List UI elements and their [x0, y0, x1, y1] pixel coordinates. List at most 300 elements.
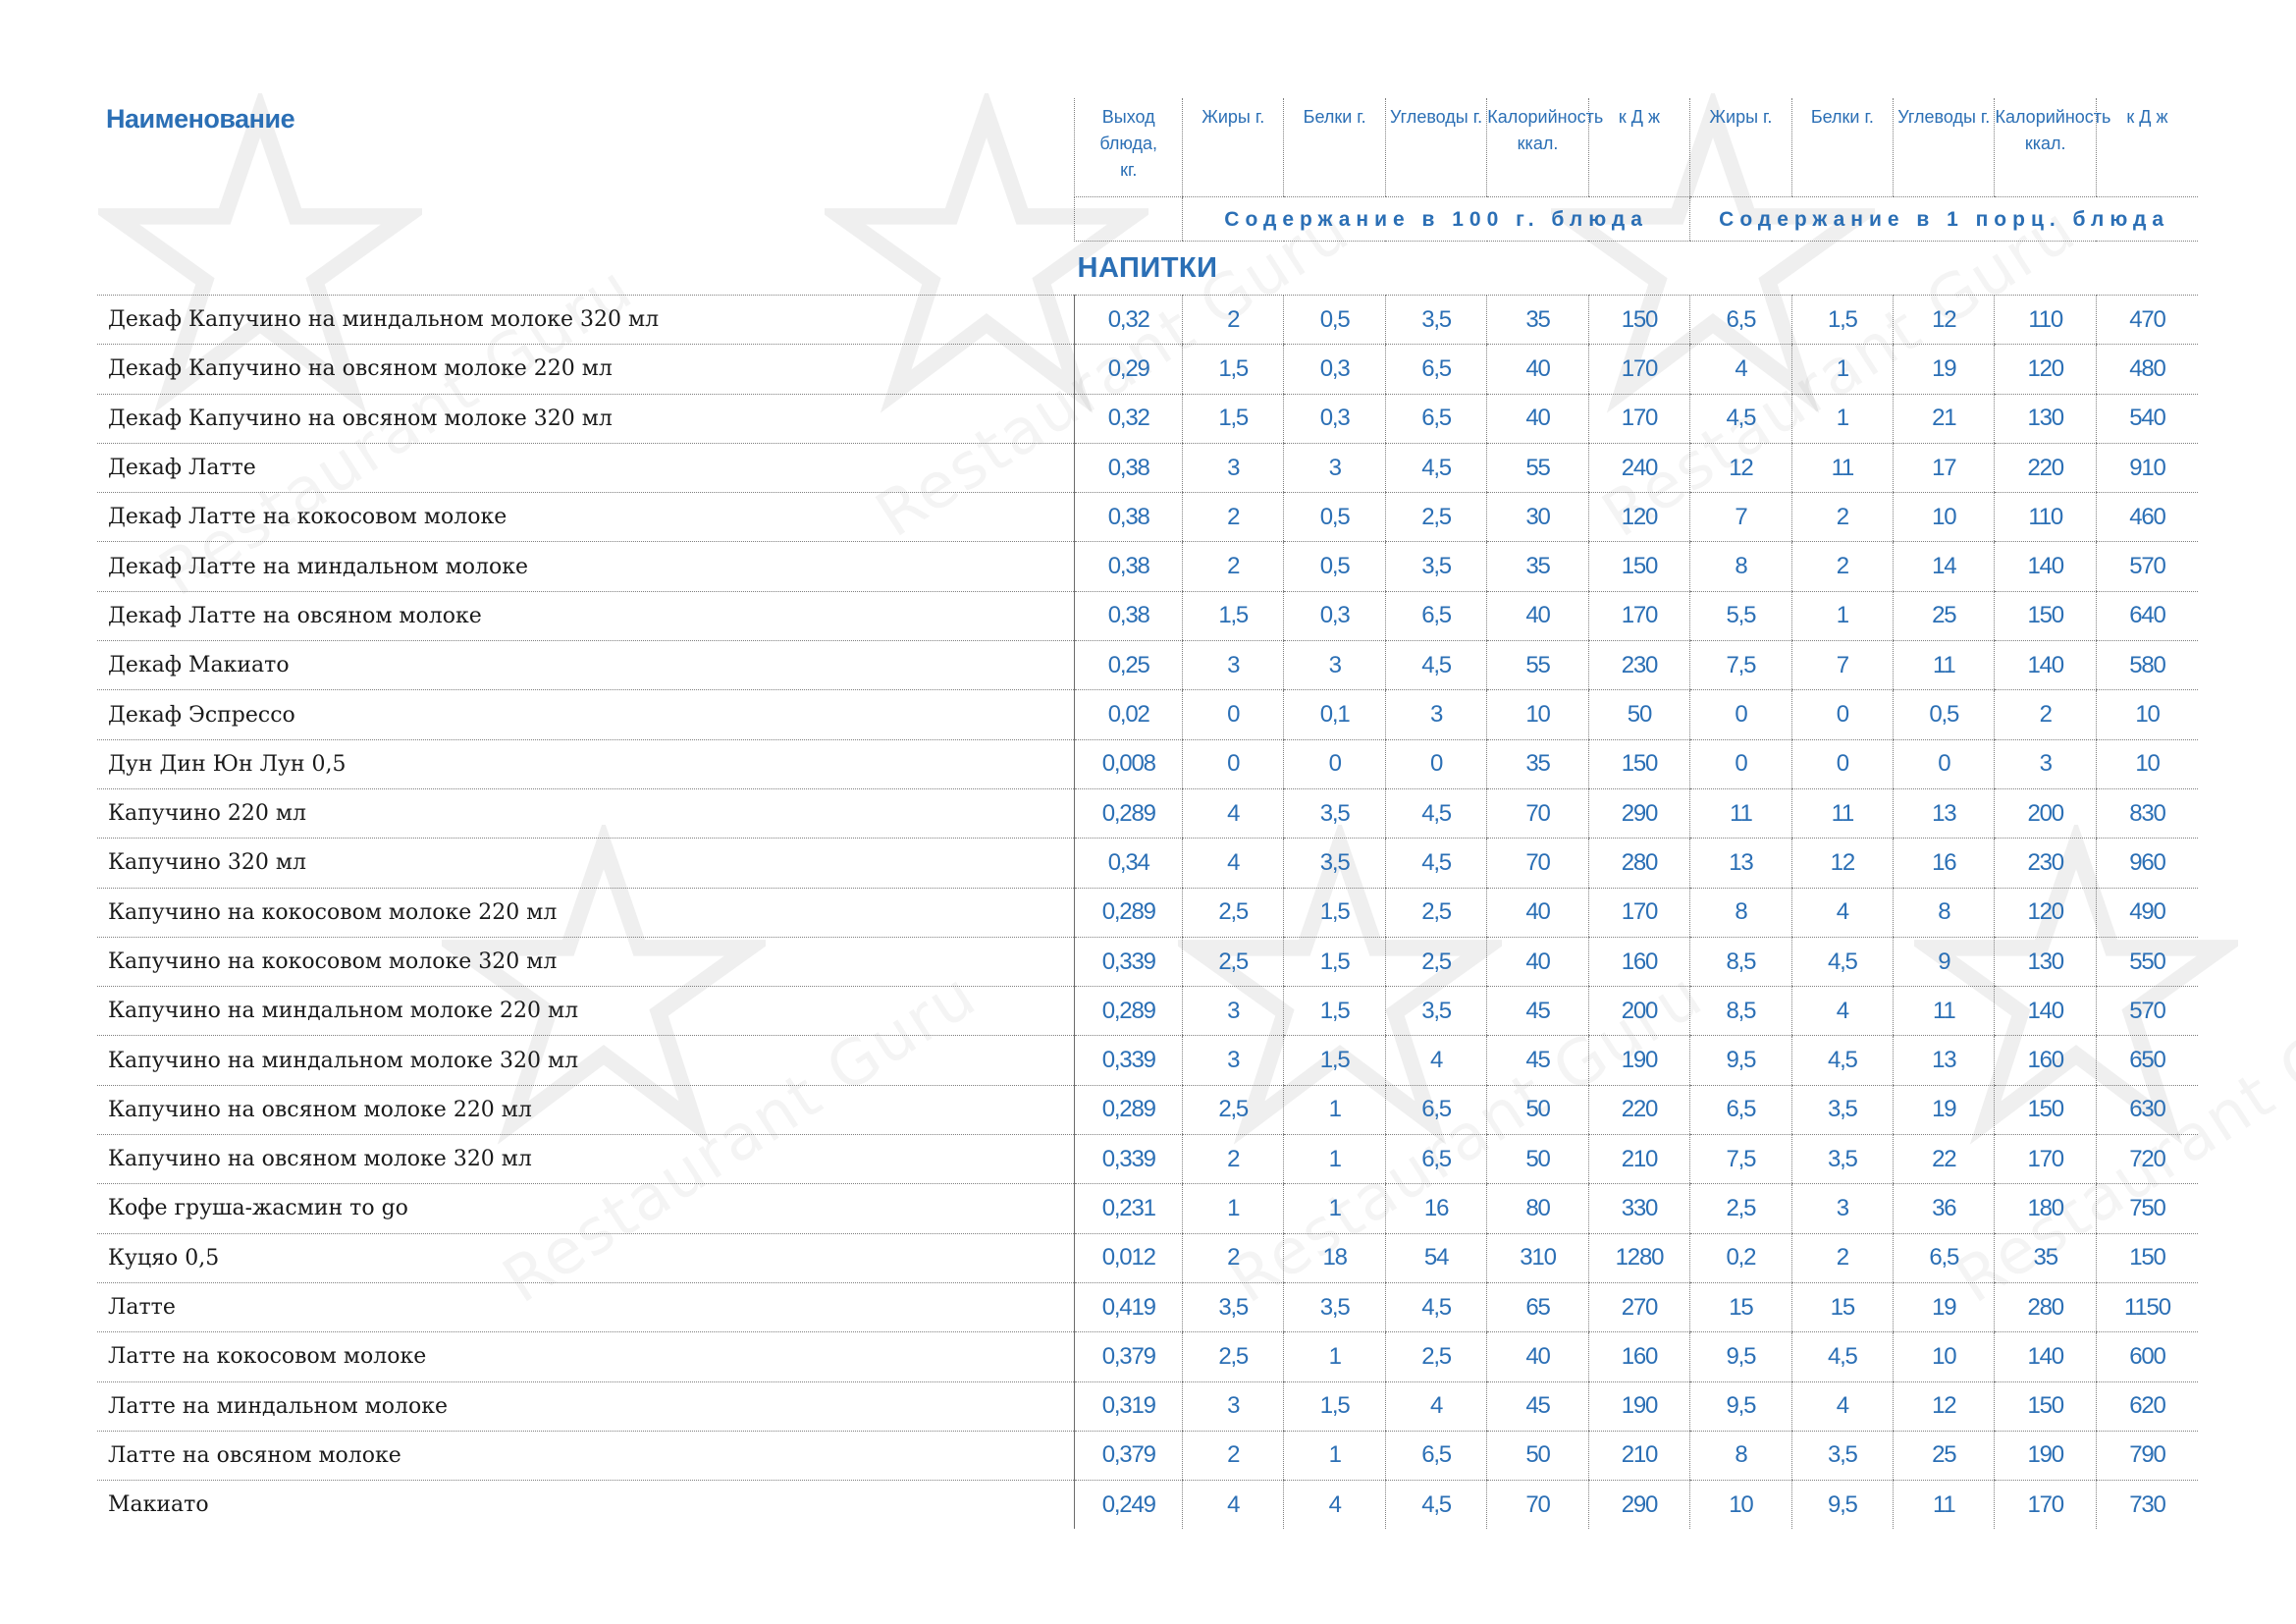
cell-kj-portion: 790: [2096, 1431, 2198, 1480]
cell-kcal-100: 40: [1487, 937, 1588, 986]
cell-kj-portion: 550: [2096, 937, 2198, 986]
cell-kj-100: 160: [1588, 1332, 1689, 1381]
cell-fat-portion: 8: [1690, 888, 1791, 937]
cell-fat-100: 2,5: [1182, 1332, 1283, 1381]
cell-name: Декаф Капучино на овсяном молоке 220 мл: [97, 345, 1075, 394]
cell-fat-100: 2,5: [1182, 888, 1283, 937]
cell-carbs-100: 4,5: [1385, 1481, 1486, 1530]
cell-kcal-portion: 180: [1995, 1184, 2096, 1233]
cell-protein-100: 1,5: [1284, 987, 1385, 1036]
cell-kj-portion: 720: [2096, 1135, 2198, 1184]
cell-kcal-100: 80: [1487, 1184, 1588, 1233]
cell-yield: 0,289: [1075, 1085, 1183, 1134]
cell-kcal-portion: 110: [1995, 296, 2096, 345]
cell-kj-portion: 10: [2096, 690, 2198, 739]
cell-fat-100: 3: [1182, 987, 1283, 1036]
cell-protein-100: 3,5: [1284, 788, 1385, 838]
cell-protein-100: 0,1: [1284, 690, 1385, 739]
cell-fat-portion: 12: [1690, 443, 1791, 492]
cell-fat-100: 1,5: [1182, 591, 1283, 640]
cell-protein-portion: 15: [1791, 1282, 1893, 1331]
cell-kj-100: 290: [1588, 788, 1689, 838]
cell-name: Декаф Эспрессо: [97, 690, 1075, 739]
cell-kj-100: 150: [1588, 739, 1689, 788]
cell-carbs-100: 6,5: [1385, 1135, 1486, 1184]
cell-carbs-100: 2,5: [1385, 1332, 1486, 1381]
cell-carbs-100: 3: [1385, 690, 1486, 739]
cell-fat-100: 3: [1182, 443, 1283, 492]
cell-carbs-100: 6,5: [1385, 1085, 1486, 1134]
cell-protein-portion: 3: [1791, 1184, 1893, 1233]
cell-yield: 0,02: [1075, 690, 1183, 739]
cell-fat-portion: 13: [1690, 839, 1791, 888]
cell-kcal-portion: 220: [1995, 443, 2096, 492]
cell-fat-portion: 0,2: [1690, 1233, 1791, 1282]
cell-carbs-100: 2,5: [1385, 937, 1486, 986]
cell-protein-portion: 1: [1791, 345, 1893, 394]
cell-carbs-100: 16: [1385, 1184, 1486, 1233]
cell-protein-portion: 1: [1791, 394, 1893, 443]
header-name: Наименование: [106, 104, 295, 134]
cell-yield: 0,38: [1075, 542, 1183, 591]
header-kj-portion: к Д ж: [2096, 98, 2198, 197]
nutrition-table: [97, 98, 2198, 1529]
cell-kcal-100: 35: [1487, 542, 1588, 591]
cell-protein-portion: 3,5: [1791, 1135, 1893, 1184]
cell-kcal-portion: 35: [1995, 1233, 2096, 1282]
cell-carbs-portion: 16: [1894, 839, 1995, 888]
section-row: [97, 242, 2198, 296]
cell-fat-100: 0: [1182, 739, 1283, 788]
cell-kj-portion: 490: [2096, 888, 2198, 937]
cell-yield: 0,38: [1075, 591, 1183, 640]
cell-kcal-portion: 140: [1995, 987, 2096, 1036]
cell-name: Капучино на миндальном молоке 220 мл: [97, 987, 1075, 1036]
cell-fat-portion: 2,5: [1690, 1184, 1791, 1233]
cell-kcal-100: 55: [1487, 641, 1588, 690]
cell-kcal-100: 50: [1487, 1135, 1588, 1184]
cell-yield: 0,38: [1075, 443, 1183, 492]
cell-kcal-portion: 140: [1995, 1332, 2096, 1381]
cell-carbs-100: 3,5: [1385, 987, 1486, 1036]
cell-kj-100: 170: [1588, 394, 1689, 443]
cell-carbs-100: 4: [1385, 1036, 1486, 1085]
cell-protein-100: 1,5: [1284, 888, 1385, 937]
cell-protein-100: 1: [1284, 1135, 1385, 1184]
cell-protein-100: 0,3: [1284, 394, 1385, 443]
cell-kcal-portion: 2: [1995, 690, 2096, 739]
header-kj-100: к Д ж: [1588, 98, 1689, 197]
cell-carbs-100: 4,5: [1385, 788, 1486, 838]
cell-yield: 0,289: [1075, 788, 1183, 838]
cell-protein-100: 3,5: [1284, 839, 1385, 888]
cell-name: Латте на кокосовом молоке: [97, 1332, 1075, 1381]
cell-carbs-portion: 12: [1894, 296, 1995, 345]
cell-name: Капучино на миндальном молоке 320 мл: [97, 1036, 1075, 1085]
header-kcal-100: Калорийность ккал.: [1487, 98, 1588, 197]
nutrition-sheet: [97, 98, 2198, 1529]
table-row: [97, 1282, 2198, 1331]
cell-kcal-100: 40: [1487, 1332, 1588, 1381]
cell-kj-portion: 650: [2096, 1036, 2198, 1085]
cell-carbs-portion: 11: [1894, 987, 1995, 1036]
table-row: [97, 591, 2198, 640]
cell-kj-portion: 910: [2096, 443, 2198, 492]
table-row: [97, 888, 2198, 937]
cell-kj-100: 120: [1588, 493, 1689, 542]
cell-yield: 0,34: [1075, 839, 1183, 888]
cell-carbs-portion: 13: [1894, 788, 1995, 838]
cell-kcal-100: 70: [1487, 788, 1588, 838]
cell-protein-portion: 4: [1791, 987, 1893, 1036]
cell-protein-100: 4: [1284, 1481, 1385, 1530]
cell-kj-100: 230: [1588, 641, 1689, 690]
cell-carbs-portion: 8: [1894, 888, 1995, 937]
cell-yield: 0,419: [1075, 1282, 1183, 1331]
cell-carbs-100: 4,5: [1385, 1282, 1486, 1331]
cell-kj-portion: 960: [2096, 839, 2198, 888]
cell-kcal-100: 35: [1487, 296, 1588, 345]
cell-carbs-portion: 6,5: [1894, 1233, 1995, 1282]
cell-protein-100: 18: [1284, 1233, 1385, 1282]
cell-protein-portion: 2: [1791, 1233, 1893, 1282]
cell-kj-portion: 10: [2096, 739, 2198, 788]
cell-carbs-100: 0: [1385, 739, 1486, 788]
cell-carbs-portion: 19: [1894, 345, 1995, 394]
cell-protein-portion: 2: [1791, 542, 1893, 591]
cell-yield: 0,32: [1075, 394, 1183, 443]
table-row: [97, 493, 2198, 542]
cell-fat-portion: 10: [1690, 1481, 1791, 1530]
table-row: [97, 1381, 2198, 1431]
cell-kcal-portion: 120: [1995, 888, 2096, 937]
table-row: [97, 542, 2198, 591]
cell-name: Латте на миндальном молоке: [97, 1381, 1075, 1431]
cell-name: Капучино на кокосовом молоке 320 мл: [97, 937, 1075, 986]
cell-kcal-portion: 190: [1995, 1431, 2096, 1480]
cell-carbs-portion: 25: [1894, 1431, 1995, 1480]
cell-kj-portion: 730: [2096, 1481, 2198, 1530]
cell-carbs-100: 3,5: [1385, 542, 1486, 591]
cell-kj-100: 150: [1588, 542, 1689, 591]
cell-kcal-portion: 150: [1995, 1381, 2096, 1431]
cell-carbs-100: 4,5: [1385, 641, 1486, 690]
cell-kcal-100: 40: [1487, 394, 1588, 443]
cell-protein-portion: 3,5: [1791, 1431, 1893, 1480]
cell-kcal-portion: 3: [1995, 739, 2096, 788]
cell-yield: 0,29: [1075, 345, 1183, 394]
table-row: [97, 345, 2198, 394]
table-row: [97, 1184, 2198, 1233]
header-group-portion: Содержание в 1 порц. блюда: [1690, 197, 2198, 242]
cell-yield: 0,339: [1075, 1135, 1183, 1184]
cell-name: Дун Дин Юн Лун 0,5: [97, 739, 1075, 788]
header-protein-100: Белки г.: [1284, 98, 1385, 197]
cell-kcal-100: 70: [1487, 839, 1588, 888]
cell-carbs-100: 6,5: [1385, 345, 1486, 394]
cell-carbs-portion: 10: [1894, 493, 1995, 542]
cell-kj-100: 210: [1588, 1135, 1689, 1184]
cell-carbs-portion: 21: [1894, 394, 1995, 443]
cell-kj-portion: 630: [2096, 1085, 2198, 1134]
cell-name: Декаф Латте: [97, 443, 1075, 492]
header-fat-portion: Жиры г.: [1690, 98, 1791, 197]
cell-kj-100: 200: [1588, 987, 1689, 1036]
cell-name: Декаф Макиато: [97, 641, 1075, 690]
cell-fat-100: 3,5: [1182, 1282, 1283, 1331]
cell-fat-portion: 0: [1690, 690, 1791, 739]
cell-kcal-100: 45: [1487, 1381, 1588, 1431]
cell-kcal-100: 70: [1487, 1481, 1588, 1530]
cell-carbs-portion: 0: [1894, 739, 1995, 788]
cell-protein-portion: 4,5: [1791, 1332, 1893, 1381]
cell-kcal-100: 50: [1487, 1431, 1588, 1480]
cell-carbs-portion: 19: [1894, 1282, 1995, 1331]
cell-carbs-portion: 19: [1894, 1085, 1995, 1134]
table-row: [97, 1481, 2198, 1530]
cell-name: Куцяо 0,5: [97, 1233, 1075, 1282]
cell-kj-100: 170: [1588, 888, 1689, 937]
cell-kj-portion: 620: [2096, 1381, 2198, 1431]
cell-protein-100: 1,5: [1284, 1036, 1385, 1085]
header-carbs-portion: Углеводы г.: [1894, 98, 1995, 197]
table-row: [97, 394, 2198, 443]
cell-protein-portion: 4,5: [1791, 937, 1893, 986]
cell-kj-portion: 830: [2096, 788, 2198, 838]
table-row: [97, 1036, 2198, 1085]
cell-kj-portion: 750: [2096, 1184, 2198, 1233]
cell-carbs-100: 4,5: [1385, 443, 1486, 492]
cell-name: Капучино на овсяном молоке 220 мл: [97, 1085, 1075, 1134]
cell-fat-100: 2,5: [1182, 937, 1283, 986]
cell-protein-100: 1,5: [1284, 937, 1385, 986]
header-row: [97, 98, 2198, 197]
cell-kcal-portion: 110: [1995, 493, 2096, 542]
cell-carbs-portion: 13: [1894, 1036, 1995, 1085]
cell-protein-100: 1: [1284, 1332, 1385, 1381]
cell-name: Латте: [97, 1282, 1075, 1331]
cell-yield: 0,38: [1075, 493, 1183, 542]
cell-carbs-100: 3,5: [1385, 296, 1486, 345]
cell-protein-100: 0,5: [1284, 542, 1385, 591]
cell-kcal-100: 40: [1487, 591, 1588, 640]
cell-fat-100: 2: [1182, 1431, 1283, 1480]
cell-carbs-portion: 25: [1894, 591, 1995, 640]
cell-carbs-portion: 10: [1894, 1332, 1995, 1381]
cell-name: Декаф Латте на миндальном молоке: [97, 542, 1075, 591]
header-carbs-100: Углеводы г.: [1385, 98, 1486, 197]
cell-kcal-portion: 140: [1995, 641, 2096, 690]
cell-fat-portion: 7,5: [1690, 1135, 1791, 1184]
cell-yield: 0,32: [1075, 296, 1183, 345]
cell-fat-100: 4: [1182, 839, 1283, 888]
cell-name: Капучино 220 мл: [97, 788, 1075, 838]
cell-kj-100: 190: [1588, 1036, 1689, 1085]
cell-kj-100: 270: [1588, 1282, 1689, 1331]
cell-protein-portion: 3,5: [1791, 1085, 1893, 1134]
cell-yield: 0,379: [1075, 1431, 1183, 1480]
cell-protein-100: 1,5: [1284, 1381, 1385, 1431]
cell-kj-100: 280: [1588, 839, 1689, 888]
cell-protein-100: 3: [1284, 641, 1385, 690]
cell-kcal-portion: 150: [1995, 1085, 2096, 1134]
cell-kcal-portion: 150: [1995, 591, 2096, 640]
cell-kcal-portion: 130: [1995, 937, 2096, 986]
cell-fat-portion: 7: [1690, 493, 1791, 542]
cell-carbs-100: 54: [1385, 1233, 1486, 1282]
cell-fat-portion: 7,5: [1690, 641, 1791, 690]
cell-kcal-portion: 280: [1995, 1282, 2096, 1331]
cell-kj-portion: 640: [2096, 591, 2198, 640]
cell-protein-100: 0,5: [1284, 296, 1385, 345]
cell-fat-portion: 8: [1690, 542, 1791, 591]
cell-kcal-portion: 120: [1995, 345, 2096, 394]
cell-protein-100: 1: [1284, 1085, 1385, 1134]
cell-name: Макиато: [108, 1492, 209, 1518]
cell-protein-portion: 11: [1791, 443, 1893, 492]
cell-protein-100: 1: [1284, 1184, 1385, 1233]
cell-kj-portion: 580: [2096, 641, 2198, 690]
cell-kcal-100: 35: [1487, 739, 1588, 788]
cell-protein-100: 0,3: [1284, 591, 1385, 640]
cell-carbs-portion: 17: [1894, 443, 1995, 492]
cell-kj-100: 240: [1588, 443, 1689, 492]
cell-yield: 0,249: [1075, 1481, 1183, 1530]
section-title: НАПИТКИ: [97, 242, 2198, 296]
table-row: [97, 1135, 2198, 1184]
cell-fat-portion: 8,5: [1690, 937, 1791, 986]
cell-yield: 0,008: [1075, 739, 1183, 788]
table-row: [97, 987, 2198, 1036]
cell-kj-100: 330: [1588, 1184, 1689, 1233]
cell-kj-portion: 570: [2096, 987, 2198, 1036]
cell-protein-portion: 4: [1791, 1381, 1893, 1431]
cell-fat-portion: 8,5: [1690, 987, 1791, 1036]
cell-carbs-100: 4,5: [1385, 839, 1486, 888]
header-group-100: Содержание в 100 г. блюда: [1182, 197, 1689, 242]
cell-name: Декаф Капучино на миндальном молоке 320 мл: [97, 296, 1075, 345]
cell-protein-100: 3: [1284, 443, 1385, 492]
table-row: [97, 296, 2198, 345]
cell-yield: 0,289: [1075, 888, 1183, 937]
cell-yield: 0,289: [1075, 987, 1183, 1036]
cell-kcal-100: 40: [1487, 345, 1588, 394]
header-kcal-portion: Калорийность ккал.: [1995, 98, 2096, 197]
cell-kj-portion: 1150: [2096, 1282, 2198, 1331]
cell-carbs-100: 6,5: [1385, 591, 1486, 640]
table-row: [97, 641, 2198, 690]
cell-fat-portion: 5,5: [1690, 591, 1791, 640]
cell-kj-100: 290: [1588, 1481, 1689, 1530]
cell-kj-100: 190: [1588, 1381, 1689, 1431]
table-row: [97, 1233, 2198, 1282]
cell-name: Латте на овсяном молоке: [97, 1431, 1075, 1480]
cell-fat-100: 4: [1182, 788, 1283, 838]
cell-kj-100: 170: [1588, 345, 1689, 394]
header-yield-blank: [1075, 197, 1183, 242]
table-body: [97, 242, 2198, 1530]
cell-kj-portion: 460: [2096, 493, 2198, 542]
cell-kcal-portion: 170: [1995, 1135, 2096, 1184]
cell-kj-100: 50: [1588, 690, 1689, 739]
cell-kj-100: 210: [1588, 1431, 1689, 1480]
cell-fat-portion: 9,5: [1690, 1036, 1791, 1085]
cell-protein-portion: 2: [1791, 493, 1893, 542]
cell-kcal-portion: 170: [1995, 1481, 2096, 1530]
cell-fat-portion: 4,5: [1690, 394, 1791, 443]
cell-kj-portion: 600: [2096, 1332, 2198, 1381]
cell-carbs-100: 4: [1385, 1381, 1486, 1431]
cell-fat-portion: 4: [1690, 345, 1791, 394]
cell-kcal-100: 40: [1487, 888, 1588, 937]
cell-fat-100: 1: [1182, 1184, 1283, 1233]
cell-kj-100: 220: [1588, 1085, 1689, 1134]
cell-kj-portion: 480: [2096, 345, 2198, 394]
cell-carbs-portion: 9: [1894, 937, 1995, 986]
cell-kcal-portion: 130: [1995, 394, 2096, 443]
cell-name: Декаф Капучино на овсяном молоке 320 мл: [97, 394, 1075, 443]
cell-kcal-portion: 200: [1995, 788, 2096, 838]
cell-kj-portion: 540: [2096, 394, 2198, 443]
table-row: [97, 443, 2198, 492]
cell-fat-100: 2: [1182, 1135, 1283, 1184]
cell-yield: 0,25: [1075, 641, 1183, 690]
cell-kcal-100: 55: [1487, 443, 1588, 492]
cell-kcal-100: 65: [1487, 1282, 1588, 1331]
cell-name: Декаф Латте на кокосовом молоке: [97, 493, 1075, 542]
cell-fat-100: 3: [1182, 641, 1283, 690]
cell-kj-portion: 470: [2096, 296, 2198, 345]
cell-kj-100: 160: [1588, 937, 1689, 986]
cell-protein-100: 3,5: [1284, 1282, 1385, 1331]
cell-protein-portion: 11: [1791, 788, 1893, 838]
cell-protein-portion: 0: [1791, 739, 1893, 788]
cell-protein-portion: 4,5: [1791, 1036, 1893, 1085]
cell-fat-portion: 0: [1690, 739, 1791, 788]
cell-fat-portion: 9,5: [1690, 1332, 1791, 1381]
cell-kj-portion: 570: [2096, 542, 2198, 591]
header-fat-100: Жиры г.: [1182, 98, 1283, 197]
cell-carbs-100: 6,5: [1385, 394, 1486, 443]
table-row: [97, 839, 2198, 888]
cell-yield: 0,379: [1075, 1332, 1183, 1381]
table-row: [97, 937, 2198, 986]
cell-kcal-100: 10: [1487, 690, 1588, 739]
cell-protein-portion: 9,5: [1791, 1481, 1893, 1530]
cell-kcal-100: 45: [1487, 987, 1588, 1036]
cell-protein-portion: 12: [1791, 839, 1893, 888]
cell-kj-100: 1280: [1588, 1233, 1689, 1282]
cell-kcal-portion: 140: [1995, 542, 2096, 591]
cell-fat-100: 2: [1182, 493, 1283, 542]
table-row: [97, 690, 2198, 739]
cell-yield: 0,339: [1075, 937, 1183, 986]
cell-kj-100: 170: [1588, 591, 1689, 640]
cell-carbs-portion: 12: [1894, 1381, 1995, 1431]
cell-kcal-100: 50: [1487, 1085, 1588, 1134]
cell-carbs-portion: 14: [1894, 542, 1995, 591]
cell-fat-portion: 9,5: [1690, 1381, 1791, 1431]
cell-kcal-100: 310: [1487, 1233, 1588, 1282]
cell-name: Капучино 320 мл: [97, 839, 1075, 888]
table-row: [97, 1431, 2198, 1480]
cell-name: Капучино на овсяном молоке 320 мл: [97, 1135, 1075, 1184]
cell-protein-100: 0: [1284, 739, 1385, 788]
cell-fat-100: 0: [1182, 690, 1283, 739]
cell-fat-100: 2,5: [1182, 1085, 1283, 1134]
cell-carbs-100: 2,5: [1385, 493, 1486, 542]
cell-carbs-100: 2,5: [1385, 888, 1486, 937]
